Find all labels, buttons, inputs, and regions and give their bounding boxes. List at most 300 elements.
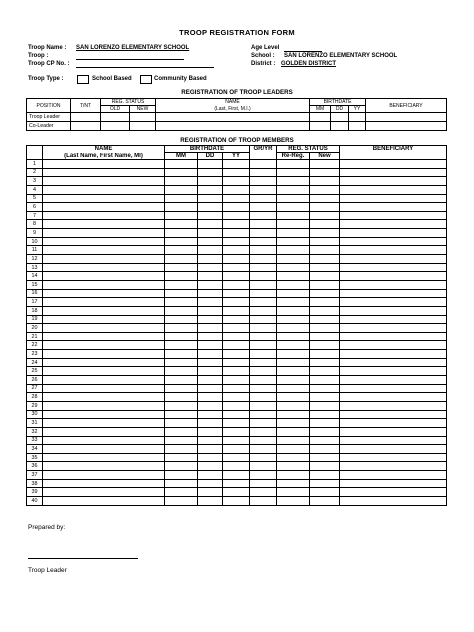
member-cell[interactable] bbox=[198, 341, 223, 350]
member-cell[interactable] bbox=[223, 280, 250, 289]
member-cell[interactable] bbox=[277, 376, 310, 385]
member-cell[interactable] bbox=[165, 376, 198, 385]
member-cell[interactable] bbox=[43, 220, 165, 229]
member-cell[interactable] bbox=[43, 410, 165, 419]
member-cell[interactable] bbox=[43, 453, 165, 462]
member-cell[interactable] bbox=[250, 496, 277, 505]
member-cell[interactable] bbox=[310, 341, 340, 350]
district-value[interactable]: GOLDEN DISTRICT bbox=[281, 61, 336, 67]
member-cell[interactable] bbox=[223, 410, 250, 419]
member-cell[interactable] bbox=[198, 237, 223, 246]
member-cell[interactable] bbox=[165, 168, 198, 177]
member-cell[interactable] bbox=[310, 211, 340, 220]
member-cell[interactable] bbox=[165, 263, 198, 272]
member-cell[interactable] bbox=[165, 350, 198, 359]
member-cell[interactable] bbox=[340, 263, 447, 272]
member-cell[interactable] bbox=[43, 315, 165, 324]
member-cell[interactable] bbox=[223, 376, 250, 385]
member-cell[interactable] bbox=[277, 203, 310, 212]
member-cell[interactable] bbox=[340, 255, 447, 264]
member-cell[interactable] bbox=[277, 255, 310, 264]
member-cell[interactable] bbox=[165, 237, 198, 246]
member-cell[interactable] bbox=[340, 479, 447, 488]
member-cell[interactable] bbox=[43, 185, 165, 194]
member-cell[interactable] bbox=[340, 220, 447, 229]
member-cell[interactable] bbox=[310, 315, 340, 324]
member-cell[interactable] bbox=[310, 393, 340, 402]
member-cell[interactable] bbox=[165, 211, 198, 220]
member-cell[interactable] bbox=[250, 350, 277, 359]
member-cell[interactable] bbox=[277, 306, 310, 315]
member-cell[interactable] bbox=[310, 168, 340, 177]
member-cell[interactable] bbox=[277, 471, 310, 480]
member-cell[interactable] bbox=[250, 341, 277, 350]
member-cell[interactable] bbox=[43, 211, 165, 220]
member-cell[interactable] bbox=[43, 462, 165, 471]
member-cell[interactable] bbox=[340, 436, 447, 445]
member-cell[interactable] bbox=[250, 376, 277, 385]
member-cell[interactable] bbox=[277, 479, 310, 488]
member-cell[interactable] bbox=[198, 367, 223, 376]
member-cell[interactable] bbox=[223, 332, 250, 341]
member-cell[interactable] bbox=[310, 289, 340, 298]
member-cell[interactable] bbox=[223, 229, 250, 238]
member-cell[interactable] bbox=[250, 220, 277, 229]
member-cell[interactable] bbox=[340, 384, 447, 393]
member-cell[interactable] bbox=[340, 324, 447, 333]
member-cell[interactable] bbox=[250, 471, 277, 480]
member-cell[interactable] bbox=[277, 280, 310, 289]
member-cell[interactable] bbox=[165, 177, 198, 186]
member-cell[interactable] bbox=[43, 401, 165, 410]
member-cell[interactable] bbox=[310, 324, 340, 333]
member-cell[interactable] bbox=[250, 401, 277, 410]
member-cell[interactable] bbox=[223, 393, 250, 402]
member-cell[interactable] bbox=[43, 358, 165, 367]
member-cell[interactable] bbox=[43, 229, 165, 238]
member-cell[interactable] bbox=[277, 185, 310, 194]
leader-cell[interactable] bbox=[331, 113, 349, 122]
member-cell[interactable] bbox=[198, 496, 223, 505]
member-cell[interactable] bbox=[223, 220, 250, 229]
member-cell[interactable] bbox=[43, 168, 165, 177]
member-cell[interactable] bbox=[198, 255, 223, 264]
member-cell[interactable] bbox=[223, 194, 250, 203]
leader-cell[interactable] bbox=[156, 113, 310, 122]
member-cell[interactable] bbox=[198, 324, 223, 333]
member-cell[interactable] bbox=[198, 298, 223, 307]
member-cell[interactable] bbox=[340, 160, 447, 169]
member-cell[interactable] bbox=[340, 341, 447, 350]
school-based-checkbox[interactable] bbox=[77, 75, 89, 84]
member-cell[interactable] bbox=[165, 220, 198, 229]
member-cell[interactable] bbox=[277, 488, 310, 497]
member-cell[interactable] bbox=[165, 427, 198, 436]
member-cell[interactable] bbox=[250, 289, 277, 298]
member-cell[interactable] bbox=[165, 341, 198, 350]
member-cell[interactable] bbox=[340, 246, 447, 255]
member-cell[interactable] bbox=[43, 332, 165, 341]
member-cell[interactable] bbox=[277, 358, 310, 367]
member-cell[interactable] bbox=[340, 306, 447, 315]
member-cell[interactable] bbox=[43, 341, 165, 350]
member-cell[interactable] bbox=[198, 203, 223, 212]
member-cell[interactable] bbox=[250, 229, 277, 238]
member-cell[interactable] bbox=[250, 168, 277, 177]
member-cell[interactable] bbox=[277, 410, 310, 419]
member-cell[interactable] bbox=[250, 255, 277, 264]
member-cell[interactable] bbox=[250, 427, 277, 436]
member-cell[interactable] bbox=[340, 410, 447, 419]
member-cell[interactable] bbox=[198, 289, 223, 298]
member-cell[interactable] bbox=[198, 280, 223, 289]
member-cell[interactable] bbox=[198, 393, 223, 402]
member-cell[interactable] bbox=[43, 393, 165, 402]
member-cell[interactable] bbox=[43, 246, 165, 255]
member-cell[interactable] bbox=[277, 462, 310, 471]
member-cell[interactable] bbox=[310, 194, 340, 203]
member-cell[interactable] bbox=[223, 298, 250, 307]
leader-cell[interactable] bbox=[130, 113, 156, 122]
member-cell[interactable] bbox=[223, 367, 250, 376]
member-cell[interactable] bbox=[165, 488, 198, 497]
member-cell[interactable] bbox=[250, 332, 277, 341]
leader-cell[interactable] bbox=[310, 122, 331, 131]
member-cell[interactable] bbox=[310, 488, 340, 497]
member-cell[interactable] bbox=[340, 289, 447, 298]
member-cell[interactable] bbox=[165, 185, 198, 194]
member-cell[interactable] bbox=[43, 280, 165, 289]
member-cell[interactable] bbox=[340, 462, 447, 471]
member-cell[interactable] bbox=[340, 419, 447, 428]
member-cell[interactable] bbox=[340, 332, 447, 341]
member-cell[interactable] bbox=[310, 220, 340, 229]
member-cell[interactable] bbox=[165, 410, 198, 419]
member-cell[interactable] bbox=[198, 384, 223, 393]
member-cell[interactable] bbox=[223, 445, 250, 454]
member-cell[interactable] bbox=[223, 160, 250, 169]
member-cell[interactable] bbox=[165, 436, 198, 445]
member-cell[interactable] bbox=[277, 401, 310, 410]
member-cell[interactable] bbox=[43, 255, 165, 264]
member-cell[interactable] bbox=[277, 445, 310, 454]
member-cell[interactable] bbox=[340, 203, 447, 212]
member-cell[interactable] bbox=[340, 367, 447, 376]
signature-line[interactable] bbox=[28, 558, 138, 559]
member-cell[interactable] bbox=[165, 384, 198, 393]
member-cell[interactable] bbox=[165, 306, 198, 315]
member-cell[interactable] bbox=[277, 384, 310, 393]
member-cell[interactable] bbox=[310, 229, 340, 238]
member-cell[interactable] bbox=[250, 324, 277, 333]
member-cell[interactable] bbox=[277, 367, 310, 376]
member-cell[interactable] bbox=[310, 384, 340, 393]
member-cell[interactable] bbox=[340, 185, 447, 194]
member-cell[interactable] bbox=[250, 479, 277, 488]
member-cell[interactable] bbox=[43, 419, 165, 428]
member-cell[interactable] bbox=[340, 496, 447, 505]
member-cell[interactable] bbox=[340, 177, 447, 186]
member-cell[interactable] bbox=[165, 289, 198, 298]
member-cell[interactable] bbox=[223, 203, 250, 212]
member-cell[interactable] bbox=[223, 384, 250, 393]
member-cell[interactable] bbox=[310, 298, 340, 307]
member-cell[interactable] bbox=[340, 393, 447, 402]
member-cell[interactable] bbox=[250, 367, 277, 376]
member-cell[interactable] bbox=[198, 445, 223, 454]
member-cell[interactable] bbox=[43, 471, 165, 480]
member-cell[interactable] bbox=[310, 496, 340, 505]
member-cell[interactable] bbox=[43, 306, 165, 315]
member-cell[interactable] bbox=[310, 203, 340, 212]
member-cell[interactable] bbox=[223, 358, 250, 367]
member-cell[interactable] bbox=[43, 496, 165, 505]
member-cell[interactable] bbox=[250, 237, 277, 246]
member-cell[interactable] bbox=[277, 393, 310, 402]
member-cell[interactable] bbox=[277, 237, 310, 246]
member-cell[interactable] bbox=[165, 324, 198, 333]
member-cell[interactable] bbox=[277, 220, 310, 229]
member-cell[interactable] bbox=[165, 462, 198, 471]
member-cell[interactable] bbox=[250, 246, 277, 255]
member-cell[interactable] bbox=[250, 185, 277, 194]
member-cell[interactable] bbox=[310, 263, 340, 272]
member-cell[interactable] bbox=[43, 272, 165, 281]
member-cell[interactable] bbox=[223, 237, 250, 246]
member-cell[interactable] bbox=[165, 393, 198, 402]
member-cell[interactable] bbox=[165, 203, 198, 212]
member-cell[interactable] bbox=[43, 160, 165, 169]
member-cell[interactable] bbox=[310, 376, 340, 385]
member-cell[interactable] bbox=[310, 445, 340, 454]
member-cell[interactable] bbox=[310, 471, 340, 480]
member-cell[interactable] bbox=[310, 401, 340, 410]
member-cell[interactable] bbox=[223, 488, 250, 497]
leader-cell[interactable] bbox=[101, 122, 130, 131]
member-cell[interactable] bbox=[223, 211, 250, 220]
member-cell[interactable] bbox=[310, 255, 340, 264]
member-cell[interactable] bbox=[250, 306, 277, 315]
member-cell[interactable] bbox=[165, 194, 198, 203]
member-cell[interactable] bbox=[277, 315, 310, 324]
member-cell[interactable] bbox=[250, 462, 277, 471]
member-cell[interactable] bbox=[310, 350, 340, 359]
member-cell[interactable] bbox=[223, 306, 250, 315]
member-cell[interactable] bbox=[277, 496, 310, 505]
member-cell[interactable] bbox=[198, 194, 223, 203]
member-cell[interactable] bbox=[250, 436, 277, 445]
member-cell[interactable] bbox=[43, 324, 165, 333]
troop-cp-field[interactable] bbox=[76, 67, 214, 68]
member-cell[interactable] bbox=[198, 358, 223, 367]
member-cell[interactable] bbox=[277, 211, 310, 220]
member-cell[interactable] bbox=[43, 289, 165, 298]
member-cell[interactable] bbox=[250, 194, 277, 203]
member-cell[interactable] bbox=[250, 298, 277, 307]
member-cell[interactable] bbox=[198, 272, 223, 281]
member-cell[interactable] bbox=[250, 263, 277, 272]
member-cell[interactable] bbox=[43, 479, 165, 488]
member-cell[interactable] bbox=[223, 263, 250, 272]
member-cell[interactable] bbox=[250, 419, 277, 428]
member-cell[interactable] bbox=[223, 436, 250, 445]
member-cell[interactable] bbox=[198, 419, 223, 428]
member-cell[interactable] bbox=[43, 350, 165, 359]
member-cell[interactable] bbox=[250, 358, 277, 367]
member-cell[interactable] bbox=[340, 488, 447, 497]
member-cell[interactable] bbox=[250, 280, 277, 289]
leader-cell[interactable] bbox=[156, 122, 310, 131]
member-cell[interactable] bbox=[198, 306, 223, 315]
member-cell[interactable] bbox=[198, 479, 223, 488]
member-cell[interactable] bbox=[198, 160, 223, 169]
member-cell[interactable] bbox=[250, 445, 277, 454]
member-cell[interactable] bbox=[277, 341, 310, 350]
member-cell[interactable] bbox=[310, 280, 340, 289]
member-cell[interactable] bbox=[198, 211, 223, 220]
member-cell[interactable] bbox=[310, 237, 340, 246]
member-cell[interactable] bbox=[165, 479, 198, 488]
member-cell[interactable] bbox=[277, 160, 310, 169]
member-cell[interactable] bbox=[165, 471, 198, 480]
member-cell[interactable] bbox=[310, 246, 340, 255]
member-cell[interactable] bbox=[250, 384, 277, 393]
member-cell[interactable] bbox=[250, 410, 277, 419]
member-cell[interactable] bbox=[198, 315, 223, 324]
member-cell[interactable] bbox=[250, 453, 277, 462]
member-cell[interactable] bbox=[277, 298, 310, 307]
community-based-checkbox[interactable] bbox=[140, 75, 152, 84]
member-cell[interactable] bbox=[43, 298, 165, 307]
member-cell[interactable] bbox=[310, 479, 340, 488]
member-cell[interactable] bbox=[310, 436, 340, 445]
member-cell[interactable] bbox=[198, 410, 223, 419]
leader-cell[interactable] bbox=[366, 113, 447, 122]
member-cell[interactable] bbox=[250, 177, 277, 186]
member-cell[interactable] bbox=[223, 185, 250, 194]
member-cell[interactable] bbox=[277, 263, 310, 272]
member-cell[interactable] bbox=[310, 272, 340, 281]
member-cell[interactable] bbox=[223, 462, 250, 471]
member-cell[interactable] bbox=[198, 332, 223, 341]
leader-cell[interactable] bbox=[349, 122, 366, 131]
member-cell[interactable] bbox=[198, 246, 223, 255]
member-cell[interactable] bbox=[198, 220, 223, 229]
member-cell[interactable] bbox=[43, 367, 165, 376]
member-cell[interactable] bbox=[43, 488, 165, 497]
member-cell[interactable] bbox=[340, 194, 447, 203]
member-cell[interactable] bbox=[310, 177, 340, 186]
member-cell[interactable] bbox=[223, 453, 250, 462]
member-cell[interactable] bbox=[223, 419, 250, 428]
member-cell[interactable] bbox=[340, 298, 447, 307]
leader-cell[interactable] bbox=[71, 122, 101, 131]
member-cell[interactable] bbox=[277, 289, 310, 298]
member-cell[interactable] bbox=[340, 211, 447, 220]
member-cell[interactable] bbox=[165, 445, 198, 454]
member-cell[interactable] bbox=[340, 376, 447, 385]
member-cell[interactable] bbox=[223, 289, 250, 298]
member-cell[interactable] bbox=[198, 177, 223, 186]
member-cell[interactable] bbox=[277, 177, 310, 186]
member-cell[interactable] bbox=[43, 263, 165, 272]
member-cell[interactable] bbox=[310, 410, 340, 419]
member-cell[interactable] bbox=[250, 160, 277, 169]
member-cell[interactable] bbox=[198, 168, 223, 177]
member-cell[interactable] bbox=[223, 479, 250, 488]
member-cell[interactable] bbox=[340, 453, 447, 462]
leader-cell[interactable] bbox=[130, 122, 156, 131]
member-cell[interactable] bbox=[198, 263, 223, 272]
member-cell[interactable] bbox=[198, 488, 223, 497]
member-cell[interactable] bbox=[277, 229, 310, 238]
member-cell[interactable] bbox=[165, 272, 198, 281]
member-cell[interactable] bbox=[277, 419, 310, 428]
member-cell[interactable] bbox=[223, 471, 250, 480]
member-cell[interactable] bbox=[250, 488, 277, 497]
leader-cell[interactable] bbox=[310, 113, 331, 122]
member-cell[interactable] bbox=[310, 332, 340, 341]
member-cell[interactable] bbox=[198, 185, 223, 194]
member-cell[interactable] bbox=[340, 401, 447, 410]
member-cell[interactable] bbox=[198, 427, 223, 436]
member-cell[interactable] bbox=[277, 194, 310, 203]
member-cell[interactable] bbox=[277, 324, 310, 333]
member-cell[interactable] bbox=[223, 350, 250, 359]
member-cell[interactable] bbox=[165, 255, 198, 264]
member-cell[interactable] bbox=[310, 427, 340, 436]
member-cell[interactable] bbox=[223, 324, 250, 333]
member-cell[interactable] bbox=[310, 160, 340, 169]
member-cell[interactable] bbox=[310, 453, 340, 462]
member-cell[interactable] bbox=[198, 229, 223, 238]
member-cell[interactable] bbox=[43, 384, 165, 393]
leader-cell[interactable] bbox=[71, 113, 101, 122]
member-cell[interactable] bbox=[223, 496, 250, 505]
member-cell[interactable] bbox=[198, 453, 223, 462]
member-cell[interactable] bbox=[310, 419, 340, 428]
member-cell[interactable] bbox=[223, 255, 250, 264]
troop-name-value[interactable]: SAN LORENZO ELEMENTARY SCHOOL bbox=[76, 45, 190, 51]
member-cell[interactable] bbox=[223, 315, 250, 324]
leader-cell[interactable] bbox=[101, 113, 130, 122]
member-cell[interactable] bbox=[165, 401, 198, 410]
member-cell[interactable] bbox=[250, 315, 277, 324]
member-cell[interactable] bbox=[310, 185, 340, 194]
school-value[interactable]: SAN LORENZO ELEMENTARY SCHOOL bbox=[284, 53, 398, 59]
member-cell[interactable] bbox=[43, 237, 165, 246]
member-cell[interactable] bbox=[165, 332, 198, 341]
member-cell[interactable] bbox=[277, 436, 310, 445]
member-cell[interactable] bbox=[310, 462, 340, 471]
member-cell[interactable] bbox=[310, 367, 340, 376]
member-cell[interactable] bbox=[340, 427, 447, 436]
member-cell[interactable] bbox=[223, 272, 250, 281]
member-cell[interactable] bbox=[250, 211, 277, 220]
member-cell[interactable] bbox=[165, 367, 198, 376]
member-cell[interactable] bbox=[277, 350, 310, 359]
member-cell[interactable] bbox=[165, 453, 198, 462]
member-cell[interactable] bbox=[340, 272, 447, 281]
member-cell[interactable] bbox=[250, 272, 277, 281]
member-cell[interactable] bbox=[165, 246, 198, 255]
member-cell[interactable] bbox=[165, 298, 198, 307]
member-cell[interactable] bbox=[277, 246, 310, 255]
member-cell[interactable] bbox=[340, 471, 447, 480]
member-cell[interactable] bbox=[277, 427, 310, 436]
member-cell[interactable] bbox=[340, 350, 447, 359]
member-cell[interactable] bbox=[165, 496, 198, 505]
